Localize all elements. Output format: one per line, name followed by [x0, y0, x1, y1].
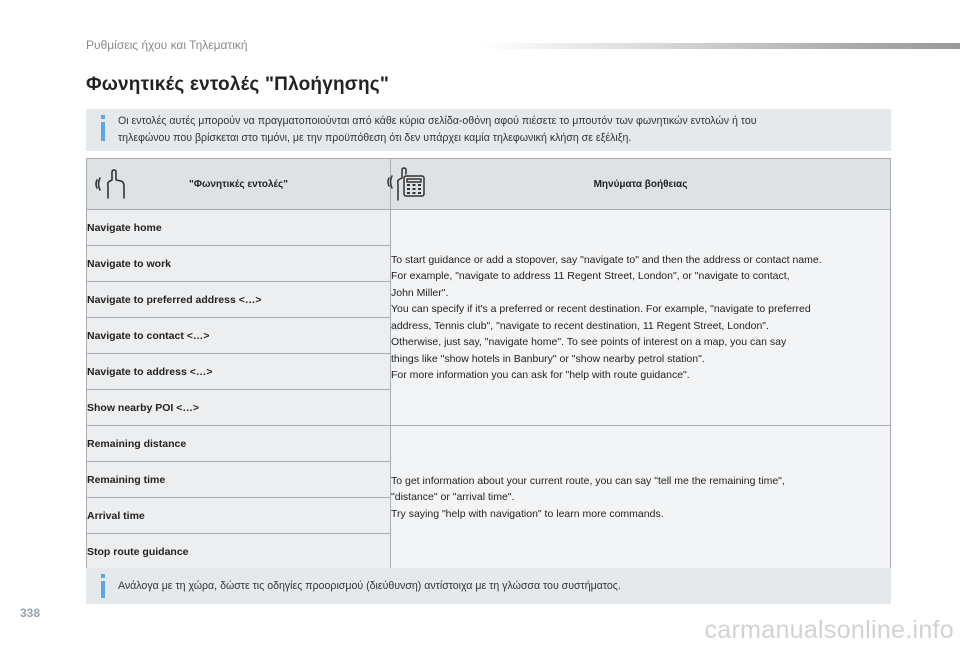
command-cell: Remaining time [87, 462, 391, 498]
help-line: "distance" or "arrival time". [391, 491, 515, 504]
help-line: Otherwise, just say, "navigate home". To see points of interest on a map, you can say [391, 336, 787, 348]
help-line: Try saying "help with navigation" to learn more commands. [391, 507, 664, 520]
help-line: For example, "navigate to address 11 Regent Street, London", or "navigate to contact, [391, 270, 790, 282]
command-cell: Remaining distance [87, 426, 391, 462]
column-header-help [391, 159, 891, 210]
column-header-help-label: Μηνύματα βοήθειας [593, 178, 688, 190]
column-header-commands [87, 159, 391, 210]
command-cell: Navigate to address <…> [87, 354, 391, 390]
voice-help-phone-keypad-icon [387, 166, 431, 202]
command-cell: Navigate to contact <…> [87, 318, 391, 354]
info-box-top [86, 109, 891, 151]
help-message-route-info [391, 426, 891, 570]
help-line: To get information about your current route, you can say "tell me the remaining time", [391, 474, 785, 487]
help-line: John Miller". [391, 286, 449, 299]
help-line: address, Tennis club", "navigate to recent destination, 11 Regent Street, London". [391, 319, 769, 332]
command-cell: Navigate to work [87, 246, 391, 282]
command-cell: Stop route guidance [87, 534, 391, 570]
info-icon [98, 574, 108, 598]
info-line: τηλεφώνου που βρίσκεται στο τιμόνι, με την προϋπόθεση ότι δεν υπάρχει καμία τηλεφωνική κλήση σε εξέλιξη. [118, 132, 632, 144]
voice-commands-table [86, 158, 891, 570]
column-header-commands-label: "Φωνητικές εντολές" [189, 178, 288, 190]
info-text-top [118, 113, 881, 147]
page-number: 338 [20, 606, 41, 620]
info-line: Οι εντολές αυτές μπορούν να πραγματοποιούνται από κάθε κύρια σελίδα-οθόνη αφού πιέσετε το μπουτόν των φωνητικών εντολών ή του [118, 115, 757, 127]
help-line: things like "show hotels in Banbury" or "show nearby petrol station". [391, 352, 705, 365]
voice-command-hand-icon [95, 168, 131, 200]
command-cell: Navigate home [87, 210, 391, 246]
table-header-row [87, 159, 891, 210]
section-header: Ρυθμίσεις ήχου και Τηλεματική [86, 38, 248, 52]
help-line: To start guidance or add a stopover, say "navigate to" and then the address or contact name. [391, 253, 822, 266]
header-bar [480, 43, 960, 49]
info-box-bottom [86, 568, 891, 604]
page-title: Φωνητικές εντολές "Πλοήγησης" [86, 74, 390, 95]
help-line: You can specify if it's a preferred or recent destination. For example, "navigate to preferred [391, 303, 811, 315]
help-message-navigation [391, 210, 891, 426]
info-icon [98, 115, 108, 141]
watermark: carmanualsonline.info [704, 616, 954, 644]
table-row [87, 210, 891, 246]
command-cell: Show nearby POI <…> [87, 390, 391, 426]
command-cell: Navigate to preferred address <…> [87, 282, 391, 318]
info-text-bottom: Ανάλογα με τη χώρα, δώστε τις οδηγίες προορισμού (διεύθυνση) αντίστοιχα με τη γλώσσα του συστήματος. [118, 580, 621, 592]
help-line: For more information you can ask for "help with route guidance". [391, 369, 690, 381]
table-row [87, 426, 891, 462]
command-cell: Arrival time [87, 498, 391, 534]
